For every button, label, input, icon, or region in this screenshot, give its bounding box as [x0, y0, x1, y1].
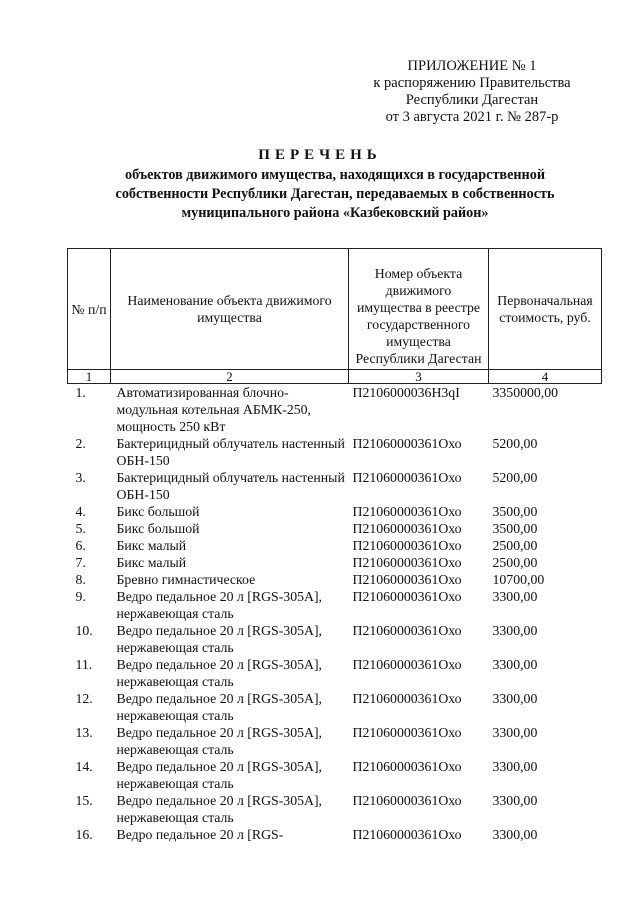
registry-number: П21060000361Охо — [352, 555, 462, 570]
column-number: 2 — [111, 370, 349, 384]
item-name: Ведро педальное 20 л [RGS-305A], нержавеющая сталь — [116, 657, 323, 689]
table-row — [68, 520, 602, 537]
item-name: Бревно гимнастическое — [116, 572, 256, 587]
header-name: Наименование объекта движимого имущества — [111, 249, 349, 370]
header-cost: Первоначальная стоимость, руб. — [489, 249, 602, 370]
table-row — [68, 503, 602, 520]
item-name: Ведро педальное 20 л [RGS- — [116, 827, 284, 842]
column-number: 3 — [349, 370, 489, 384]
row-number: 14. — [75, 759, 93, 774]
row-number: 16. — [75, 827, 93, 842]
initial-cost: 3500,00 — [492, 521, 538, 536]
table-row — [68, 571, 602, 588]
initial-cost: 3300,00 — [492, 657, 538, 672]
order-ref-line: к распоряжению Правительства — [373, 75, 571, 91]
registry-number: П21060000361Охо — [352, 759, 462, 774]
registry-number: П21060000361Охо — [352, 572, 462, 587]
table-row — [68, 622, 602, 656]
row-number: 9. — [75, 589, 86, 604]
table-row — [68, 724, 602, 758]
header-num: № п/п — [68, 249, 111, 370]
row-number: 10. — [75, 623, 93, 638]
registry-number: П21060000361Охо — [352, 793, 462, 808]
row-number: 8. — [75, 572, 86, 587]
item-name: Ведро педальное 20 л [RGS-305A], нержавеющая сталь — [116, 623, 323, 655]
table-header-row — [68, 249, 602, 370]
row-number: 11. — [75, 657, 93, 672]
registry-number: П21060000361Охо — [352, 691, 462, 706]
header-registry-number: Номер объекта движимого имущества в реестре государственного имущества Республики Дагестан — [349, 249, 489, 370]
table-row — [68, 826, 602, 843]
row-number: 1. — [75, 385, 86, 400]
item-name: Бикс малый — [116, 555, 187, 570]
initial-cost: 2500,00 — [492, 538, 538, 553]
document-title: ПЕРЕЧЕНЬ — [258, 147, 382, 163]
table-row — [68, 537, 602, 554]
initial-cost: 3350000,00 — [492, 385, 559, 400]
item-name: Бикс большой — [116, 521, 200, 536]
column-number: 4 — [489, 370, 602, 384]
registry-number: П21060000361Охо — [352, 827, 462, 842]
table-row — [68, 588, 602, 622]
item-name: Ведро педальное 20 л [RGS-305A], нержавеющая сталь — [116, 691, 323, 723]
initial-cost: 3500,00 — [492, 504, 538, 519]
table-row — [68, 384, 602, 436]
initial-cost: 3300,00 — [492, 725, 538, 740]
row-number: 2. — [75, 436, 86, 451]
registry-number: П21060000361Охо — [352, 470, 462, 485]
row-number: 15. — [75, 793, 93, 808]
row-number: 6. — [75, 538, 86, 553]
document-subtitle — [90, 166, 580, 223]
table-row — [68, 469, 602, 503]
republic-line: Республики Дагестан — [405, 92, 539, 108]
row-number: 7. — [75, 555, 86, 570]
item-name: Ведро педальное 20 л [RGS-305A], нержавеющая сталь — [116, 759, 323, 791]
table-row — [68, 690, 602, 724]
item-name: Автоматизированная блочно-модульная котельная АБМК-250, мощность 250 кВт — [116, 385, 311, 434]
row-number: 3. — [75, 470, 86, 485]
table-row — [68, 656, 602, 690]
document-header — [352, 58, 592, 126]
table-row — [68, 758, 602, 792]
initial-cost: 3300,00 — [492, 589, 538, 604]
table-row — [68, 435, 602, 469]
initial-cost: 5200,00 — [492, 470, 538, 485]
table-row — [68, 792, 602, 826]
item-name: Бактерицидный облучатель настенный ОБН-150 — [116, 436, 345, 468]
initial-cost: 3300,00 — [492, 691, 538, 706]
appendix-label: ПРИЛОЖЕНИЕ № 1 — [407, 58, 537, 74]
initial-cost: 3300,00 — [492, 793, 538, 808]
subtitle-line-3: муниципального района «Казбековский район» — [181, 205, 489, 221]
item-name: Ведро педальное 20 л [RGS-305A], нержавеющая сталь — [116, 793, 323, 825]
registry-number: П21060000361Охо — [352, 725, 462, 740]
row-number: 5. — [75, 521, 86, 536]
registry-number: П2106000036Н3qI — [352, 385, 460, 400]
initial-cost: 3300,00 — [492, 827, 538, 842]
column-number: 1 — [68, 370, 111, 384]
initial-cost: 3300,00 — [492, 759, 538, 774]
column-number-row — [68, 370, 602, 384]
table-row — [68, 554, 602, 571]
item-name: Бикс большой — [116, 504, 200, 519]
initial-cost: 10700,00 — [492, 572, 545, 587]
row-number: 4. — [75, 504, 86, 519]
initial-cost: 5200,00 — [492, 436, 538, 451]
item-name: Бактерицидный облучатель настенный ОБН-150 — [116, 470, 345, 502]
item-name: Ведро педальное 20 л [RGS-305A], нержавеющая сталь — [116, 589, 323, 621]
subtitle-line-2: собственности Республики Дагестан, передаваемых в собственность — [115, 186, 555, 202]
row-number: 13. — [75, 725, 93, 740]
subtitle-line-1: объектов движимого имущества, находящихся в государственной — [125, 167, 545, 183]
registry-number: П21060000361Охо — [352, 521, 462, 536]
registry-number: П21060000361Охо — [352, 589, 462, 604]
registry-number: П21060000361Охо — [352, 623, 462, 638]
row-number: 12. — [75, 691, 93, 706]
item-name: Ведро педальное 20 л [RGS-305A], нержавеющая сталь — [116, 725, 323, 757]
initial-cost: 3300,00 — [492, 623, 538, 638]
registry-number: П21060000361Охо — [352, 436, 462, 451]
item-name: Бикс малый — [116, 538, 187, 553]
registry-number: П21060000361Охо — [352, 538, 462, 553]
property-list-table — [67, 248, 602, 843]
order-date-line: от 3 августа 2021 г. № 287-р — [385, 109, 559, 125]
table-divider — [67, 369, 601, 370]
registry-number: П21060000361Охо — [352, 657, 462, 672]
initial-cost: 2500,00 — [492, 555, 538, 570]
registry-number: П21060000361Охо — [352, 504, 462, 519]
